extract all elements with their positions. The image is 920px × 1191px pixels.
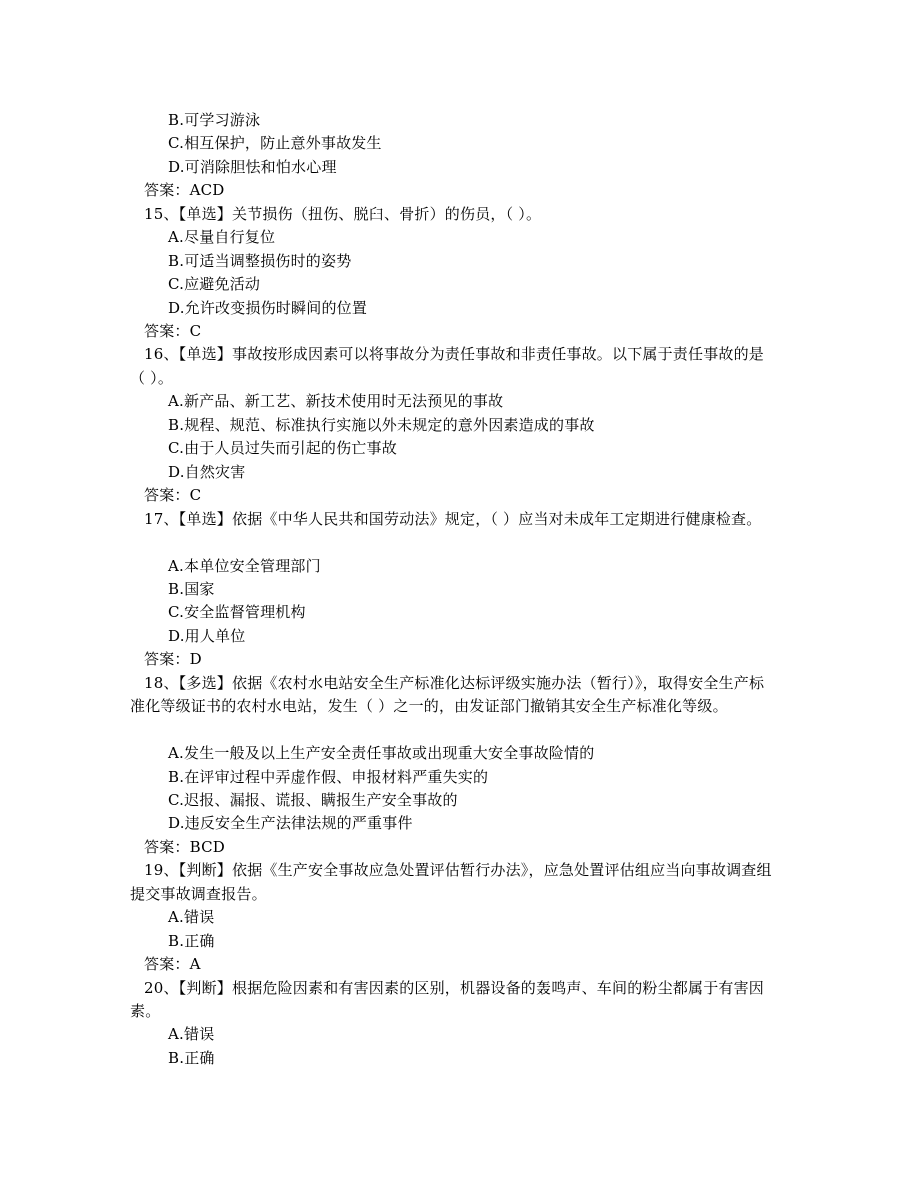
question-text: 17、【单选】依据《中华人民共和国劳动法》规定，（ ）应当对未成年工定期进行健康检查。	[144, 510, 762, 528]
option-text: D.违反安全生产法律法规的严重事件	[168, 814, 413, 832]
option-text: D.用人单位	[168, 627, 246, 645]
option-text: D.自然灾害	[168, 463, 246, 481]
option-text: B.正确	[168, 932, 215, 950]
option-text: D.可消除胆怯和怕水心理	[168, 158, 337, 176]
question-text-continued: 素。	[130, 1002, 161, 1020]
option-text: B.可学习游泳	[168, 111, 261, 129]
question-text: 15、【单选】关节损伤（扭伤、脱臼、骨折）的伤员，（ ）。	[144, 205, 542, 223]
answer-text: 答案：D	[144, 650, 202, 668]
question-text: 18、【多选】依据《农村水电站安全生产标准化达标评级实施办法（暂行）》，取得安全生产标	[144, 674, 765, 692]
option-text: B.规程、规范、标准执行实施以外未规定的意外因素造成的事故	[168, 416, 595, 434]
answer-text: 答案：C	[144, 322, 202, 340]
option-text: C.由于人员过失而引起的伤亡事故	[168, 439, 397, 457]
answer-text: 答案：C	[144, 486, 202, 504]
option-text: C.应避免活动	[168, 275, 261, 293]
option-text: B.可适当调整损伤时的姿势	[168, 252, 352, 270]
option-text: D.允许改变损伤时瞬间的位置	[168, 299, 368, 317]
option-text: C.迟报、漏报、谎报、瞒报生产安全事故的	[168, 791, 458, 809]
option-text: B.正确	[168, 1049, 215, 1067]
option-text: A.错误	[168, 908, 215, 926]
question-text: 20、【判断】根据危险因素和有害因素的区别，机器设备的轰鸣声、车间的粉尘都属于有害因	[144, 979, 764, 997]
question-text-continued: 准化等级证书的农村水电站，发生（ ）之一的，由发证部门撤销其安全生产标准化等级。	[130, 697, 728, 715]
option-text: B.在评审过程中弄虚作假、申报材料严重失实的	[168, 768, 489, 786]
question-text: 19、【判断】依据《生产安全事故应急处置评估暂行办法》，应急处置评估组应当向事故调查组	[144, 861, 772, 879]
answer-text: 答案：ACD	[144, 181, 225, 199]
option-text: A.发生一般及以上生产安全责任事故或出现重大安全事故险情的	[168, 744, 595, 762]
option-text: A.本单位安全管理部门	[168, 557, 321, 575]
question-text-continued: （ ）。	[130, 369, 174, 387]
question-text-continued: 提交事故调查报告。	[130, 885, 267, 903]
option-text: A.新产品、新工艺、新技术使用时无法预见的事故	[168, 392, 504, 410]
option-text: B.国家	[168, 580, 215, 598]
question-text: 16、【单选】事故按形成因素可以将事故分为责任事故和非责任事故。以下属于责任事故的是	[144, 345, 764, 363]
answer-text: 答案：BCD	[144, 838, 226, 856]
option-text: A.错误	[168, 1025, 215, 1043]
option-text: C.安全监督管理机构	[168, 603, 306, 621]
option-text: A.尽量自行复位	[168, 228, 276, 246]
answer-text: 答案：A	[144, 955, 201, 973]
option-text: C.相互保护，防止意外事故发生	[168, 134, 382, 152]
